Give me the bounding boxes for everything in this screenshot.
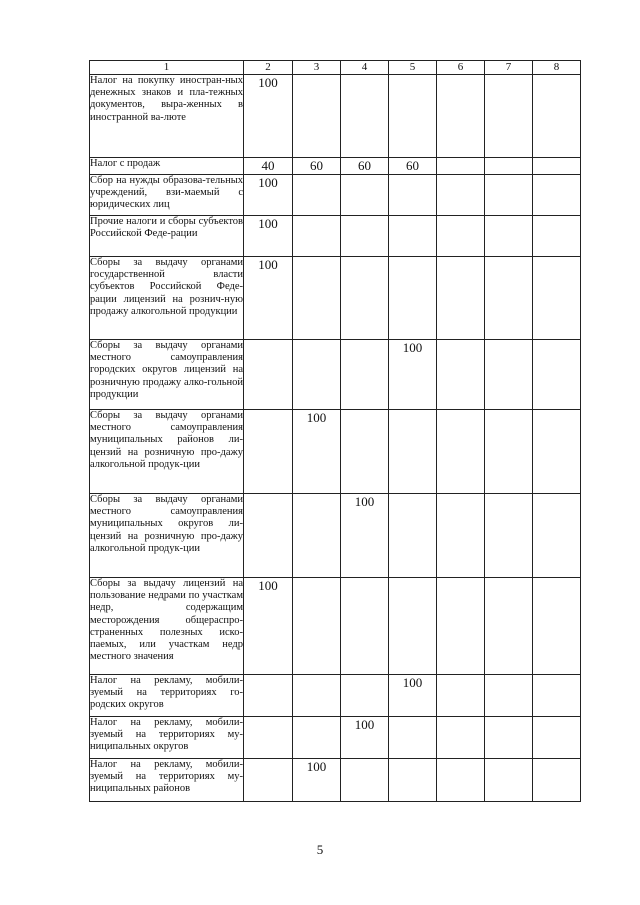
table-row [90,578,581,675]
tax-name-cell: Сбор на нужды образова-тельных учреждений, взи-маемый с юридических лиц [90,175,244,216]
value-cell: 100 [389,675,437,717]
value-cell [437,257,485,340]
value-cell [293,216,341,257]
column-header: 6 [437,61,485,75]
table-row [90,675,581,717]
value-cell [389,759,437,802]
table-row [90,257,581,340]
tax-name-cell: Налог с продаж [90,158,244,175]
tax-name-cell: Сборы за выдачу органами местного самоуправления муниципальных районов ли-цензий на розничную про-дажу алкогольной продук-ции [90,410,244,494]
value-cell: 100 [244,578,293,675]
value-cell [437,410,485,494]
value-cell [533,494,581,578]
value-cell [244,410,293,494]
tax-name-cell: Сборы за выдачу органами местного самоуправления городских округов лицензий на розничную продажу алко-гольной продукции [90,340,244,410]
value-cell [533,216,581,257]
value-cell [485,75,533,158]
value-cell [533,158,581,175]
table-row [90,410,581,494]
tax-name-cell: Налог на покупку иностран-ных денежных знаков и пла-тежных документов, выра-женных в иностранной ва-люте [90,75,244,158]
value-cell [437,75,485,158]
value-cell [533,175,581,216]
value-cell [437,759,485,802]
value-cell: 100 [389,340,437,410]
value-cell: 60 [293,158,341,175]
value-cell [485,494,533,578]
value-cell [533,75,581,158]
value-cell [389,75,437,158]
value-cell [437,675,485,717]
value-cell: 100 [244,257,293,340]
value-cell: 60 [389,158,437,175]
column-header: 8 [533,61,581,75]
value-cell: 100 [341,494,389,578]
value-cell [437,158,485,175]
tax-name-cell: Прочие налоги и сборы субъектов Российской Феде-рации [90,216,244,257]
value-cell: 100 [293,759,341,802]
table-row [90,340,581,410]
value-cell [293,494,341,578]
tax-name-cell: Сборы за выдачу органами государственной власти субъектов Российской Феде-рации лицензий на рознич-ную продажу алкогольной продукции [90,257,244,340]
value-cell [341,175,389,216]
value-cell: 60 [341,158,389,175]
value-cell [293,578,341,675]
table-body [90,75,581,802]
value-cell: 100 [293,410,341,494]
value-cell [485,216,533,257]
value-cell [244,717,293,759]
value-cell [244,759,293,802]
value-cell [485,175,533,216]
value-cell [533,257,581,340]
value-cell [244,675,293,717]
column-header: 4 [341,61,389,75]
value-cell [389,717,437,759]
tax-name-cell: Сборы за выдачу органами местного самоуправления муниципальных округов ли-цензий на розничную про-дажу алкогольной продук-ции [90,494,244,578]
table-row [90,216,581,257]
value-cell [341,759,389,802]
value-cell [389,216,437,257]
value-cell [341,340,389,410]
value-cell [437,494,485,578]
table-row [90,759,581,802]
column-header: 2 [244,61,293,75]
page-number: 5 [316,842,324,857]
value-cell [437,175,485,216]
value-cell [485,410,533,494]
value-cell [389,578,437,675]
value-cell [485,158,533,175]
value-cell [533,340,581,410]
value-cell [341,675,389,717]
value-cell [341,578,389,675]
value-cell [533,717,581,759]
value-cell [341,410,389,494]
value-cell [485,578,533,675]
value-cell [341,75,389,158]
tax-distribution-table [89,60,581,802]
value-cell [437,578,485,675]
value-cell [485,717,533,759]
tax-name-cell: Сборы за выдачу лицензий на пользование недрами по участкам недр, содержащим месторождения общераспро-страненных полезных иско-паемых, или участкам недр местного значения [90,578,244,675]
value-cell [293,257,341,340]
value-cell [533,675,581,717]
value-cell [341,257,389,340]
value-cell [533,759,581,802]
table-header-row [90,61,581,75]
value-cell [437,717,485,759]
value-cell [293,340,341,410]
value-cell [389,410,437,494]
value-cell [341,216,389,257]
table-row [90,175,581,216]
value-cell [389,494,437,578]
value-cell [244,340,293,410]
tax-name-cell: Налог на рекламу, мобили-зуемый на территориях му-ниципальных районов [90,759,244,802]
value-cell [293,717,341,759]
tax-name-cell: Налог на рекламу, мобили-зуемый на территориях му-ниципальных округов [90,717,244,759]
value-cell [533,578,581,675]
value-cell: 100 [244,216,293,257]
value-cell [485,759,533,802]
column-header: 3 [293,61,341,75]
value-cell [485,675,533,717]
column-header: 7 [485,61,533,75]
value-cell: 40 [244,158,293,175]
column-header: 1 [90,61,244,75]
table-row [90,158,581,175]
value-cell [389,175,437,216]
value-cell [293,175,341,216]
column-header: 5 [389,61,437,75]
value-cell [244,494,293,578]
value-cell [437,340,485,410]
value-cell [533,410,581,494]
value-cell [437,216,485,257]
tax-name-cell: Налог на рекламу, мобили-зуемый на территориях го-родских округов [90,675,244,717]
value-cell [485,257,533,340]
value-cell [389,257,437,340]
value-cell: 100 [244,175,293,216]
value-cell [293,675,341,717]
table-row [90,494,581,578]
table-row [90,75,581,158]
value-cell [485,340,533,410]
table-row [90,717,581,759]
value-cell: 100 [244,75,293,158]
value-cell [293,75,341,158]
value-cell: 100 [341,717,389,759]
